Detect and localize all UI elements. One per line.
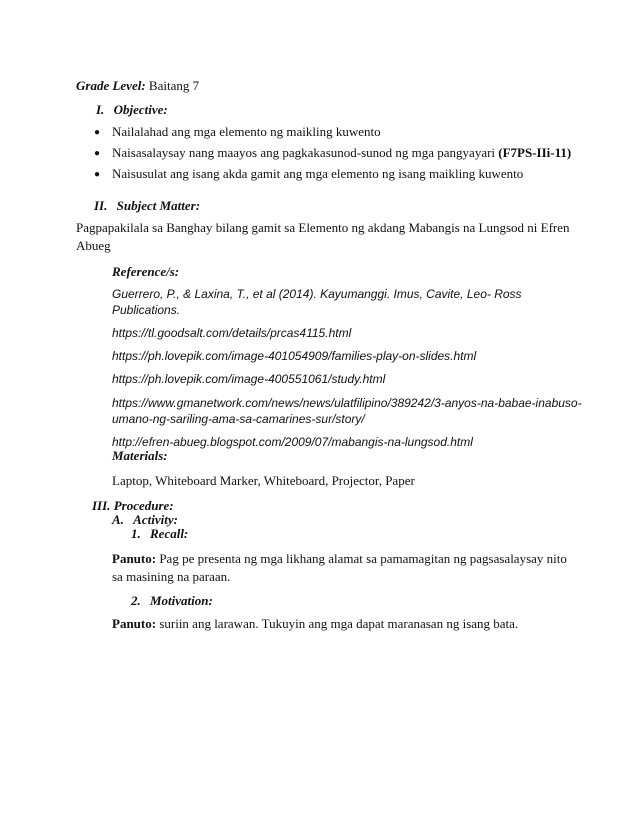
motivation-number: 2. (131, 593, 141, 608)
motivation-title: Motivation: (150, 593, 213, 608)
recall-instruction-line1 (112, 551, 567, 567)
objective-item-text: Nailalahad ang mga elemento ng maikling kuwento (112, 124, 381, 139)
bullet-icon: ● (94, 127, 101, 138)
grade-level-label: Grade Level: (76, 78, 146, 93)
subject-matter-heading (94, 198, 200, 214)
materials-heading: Materials: (112, 448, 168, 463)
reference-entry-cont: Publications. (112, 303, 181, 317)
bullet-icon: ● (94, 169, 101, 180)
activity-number: A. (112, 512, 124, 527)
activity-title: Activity: (133, 512, 178, 527)
objective-title: Objective: (113, 102, 168, 117)
reference-link-cont[interactable]: umano-ng-sariling-ama-sa-camarines-sur/story/ (112, 412, 365, 426)
objective-item-2 (112, 145, 571, 161)
grade-level-line (76, 78, 199, 94)
objective-item-3 (112, 166, 523, 182)
recall-instruction-text: Pag pe presenta ng mga likhang alamat sa pamamagitan ng pagsasalaysay nito (159, 551, 567, 566)
procedure-number: III. (92, 498, 111, 513)
recall-heading (131, 526, 188, 542)
grade-level-value: Baitang 7 (148, 78, 200, 93)
objective-item-text: Naisasalaysay nang maayos ang pagkakasunod-sunod ng mga pangyayari (112, 145, 496, 160)
subject-matter-title: Subject Matter: (116, 198, 201, 213)
reference-link[interactable]: https://tl.goodsalt.com/details/prcas4115.html (112, 326, 352, 340)
subject-matter-number: II. (94, 198, 108, 213)
reference-link[interactable]: http://efren-abueg.blogspot.com/2009/07/mabangis-na-lungsod.html (112, 435, 473, 449)
reference-link[interactable]: https://ph.lovepik.com/image-401054909/families-play-on-slides.html (112, 349, 477, 363)
reference-link[interactable]: https://ph.lovepik.com/image-400551061/study.html (112, 372, 386, 386)
competency-code: (F7PS-IIi-11) (498, 145, 572, 160)
panuto-label: Panuto: (112, 551, 157, 566)
motivation-heading (131, 593, 213, 609)
reference-link[interactable]: https://www.gmanetwork.com/news/news/ulatfilipino/389242/3-anyos-na-babae-inabuso- (112, 396, 582, 410)
objective-number: I. (96, 102, 105, 117)
motivation-instruction-text: suriin ang larawan. Tukuyin ang mga dapat maranasan ng isang bata. (159, 616, 519, 631)
procedure-title: Procedure: (113, 498, 174, 513)
subject-matter-text-line2: Abueg (76, 238, 111, 253)
subject-matter-text-line1: Pagpapakilala sa Banghay bilang gamit sa Elemento ng akdang Mabangis na Lungsod ni Efren (76, 220, 570, 235)
materials-value: Laptop, Whiteboard Marker, Whiteboard, Projector, Paper (112, 473, 415, 488)
objective-item-text: Naisusulat ang isang akda gamit ang mga elemento ng isang maikling kuwento (112, 166, 524, 181)
panuto-label: Panuto: (112, 616, 157, 631)
motivation-instruction (112, 616, 518, 632)
recall-number: 1. (131, 526, 141, 541)
recall-instruction-line2: sa masining na paraan. (112, 569, 231, 584)
objective-heading (96, 102, 168, 118)
bullet-icon: ● (94, 148, 101, 159)
objective-item-1 (112, 124, 381, 140)
reference-entry: Guerrero, P., & Laxina, T., et al (2014). Kayumanggi. Imus, Cavite, Leo- Ross (112, 287, 522, 301)
recall-title: Recall: (150, 526, 189, 541)
references-heading: Reference/s: (112, 264, 180, 279)
